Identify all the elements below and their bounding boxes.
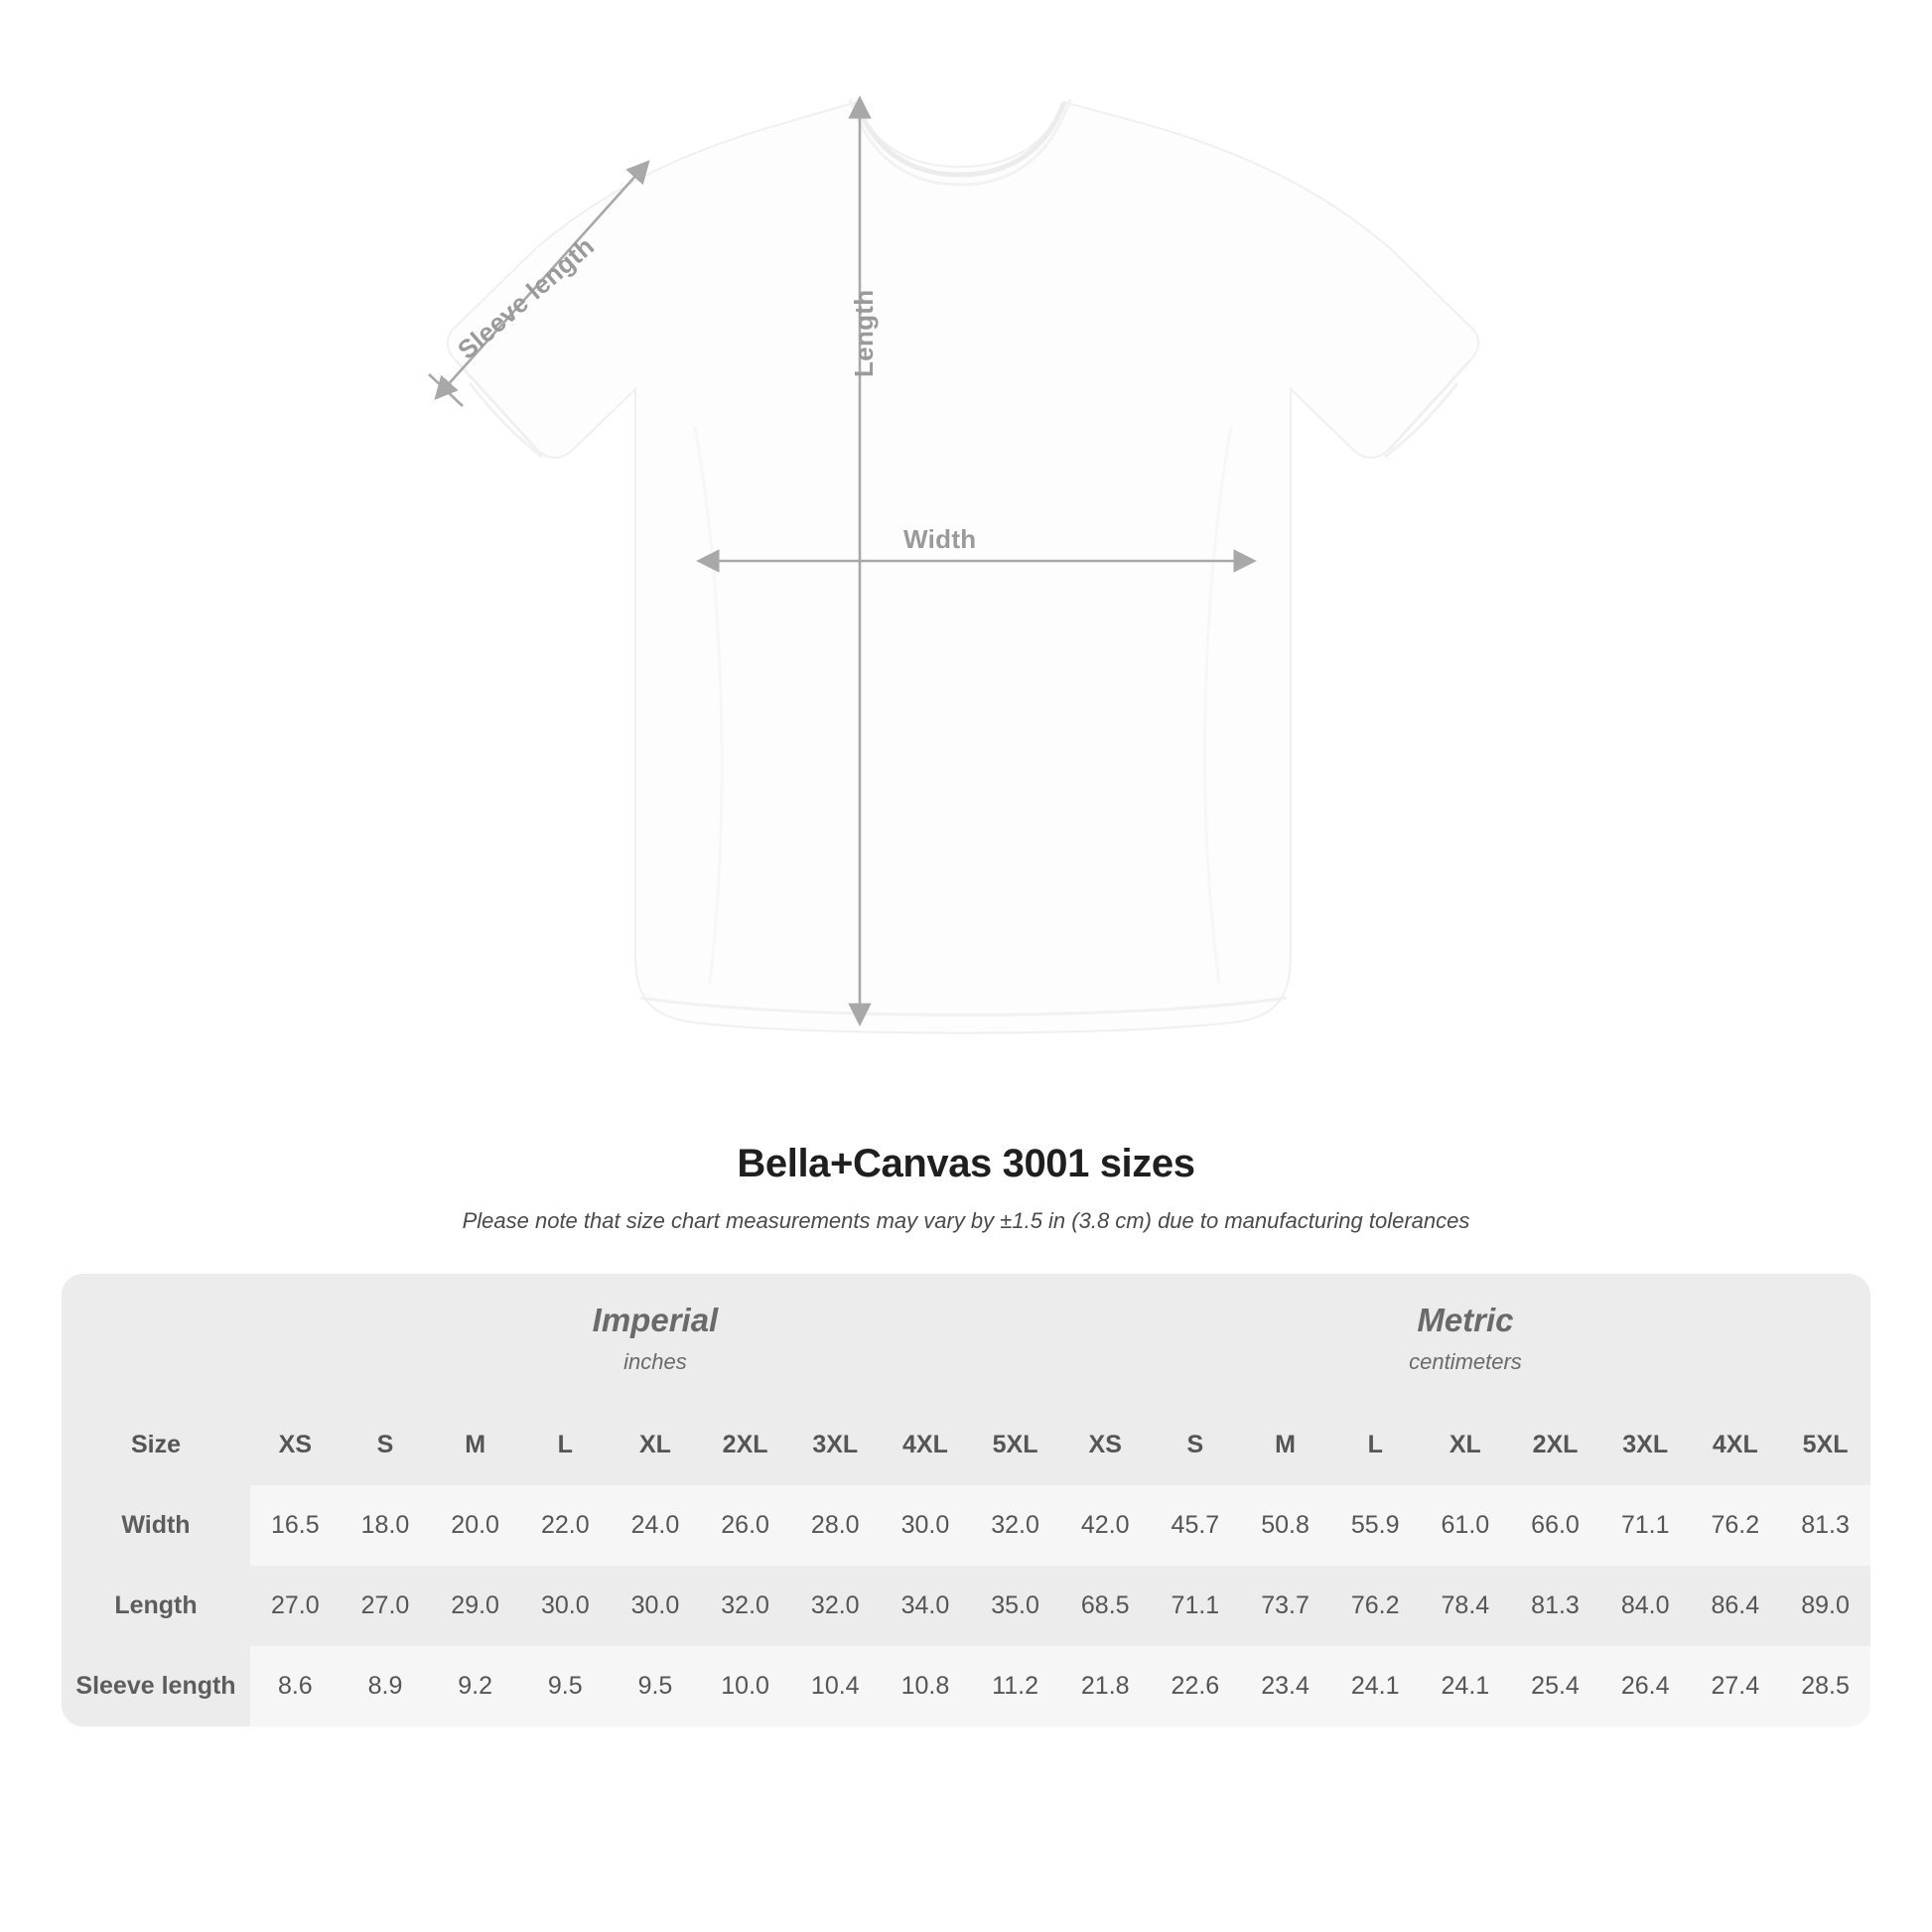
table-row <box>62 1485 1870 1566</box>
table-cell: 25.4 <box>1510 1646 1600 1726</box>
table-cell: 30.0 <box>520 1566 611 1646</box>
size-column-header: 4XL <box>1691 1405 1781 1485</box>
table-cell: 32.0 <box>700 1566 790 1646</box>
table-row <box>62 1646 1870 1726</box>
measurement-tolerance-note: Please note that size chart measurements may vary by ±1.5 in (3.8 cm) due to manufacturing tolerances <box>462 1208 1470 1233</box>
table-cell: 28.5 <box>1780 1646 1870 1726</box>
table-cell: 45.7 <box>1151 1485 1241 1566</box>
table-cell: 10.0 <box>700 1646 790 1726</box>
table-cell: 22.0 <box>520 1485 611 1566</box>
unit-header-metric <box>1060 1274 1870 1405</box>
table-cell: 76.2 <box>1330 1566 1421 1646</box>
table-cell: 42.0 <box>1060 1485 1151 1566</box>
table-cell: 8.6 <box>250 1646 341 1726</box>
size-column-header: 5XL <box>1780 1405 1870 1485</box>
table-cell: 71.1 <box>1600 1485 1691 1566</box>
table-cell: 18.0 <box>341 1485 431 1566</box>
table-cell: 34.0 <box>881 1566 971 1646</box>
size-column-header: 4XL <box>881 1405 971 1485</box>
unit-header-row <box>62 1274 1870 1405</box>
table-cell: 73.7 <box>1240 1566 1330 1646</box>
unit-header-spacer <box>62 1274 250 1405</box>
size-column-header: S <box>1151 1405 1241 1485</box>
table-cell: 10.4 <box>790 1646 881 1726</box>
table-cell: 86.4 <box>1691 1566 1781 1646</box>
row-label: Length <box>62 1566 250 1646</box>
table-cell: 27.0 <box>250 1566 341 1646</box>
table-cell: 9.5 <box>611 1646 701 1726</box>
unit-sub-metric: centimeters <box>1409 1349 1522 1374</box>
size-column-header: 3XL <box>790 1405 881 1485</box>
table-cell: 76.2 <box>1691 1485 1781 1566</box>
table-cell: 32.0 <box>790 1566 881 1646</box>
table-cell: 26.4 <box>1600 1646 1691 1726</box>
table-cell: 11.2 <box>970 1646 1060 1726</box>
table-cell: 28.0 <box>790 1485 881 1566</box>
table-cell: 89.0 <box>1780 1566 1870 1646</box>
table-row <box>62 1566 1870 1646</box>
size-column-header: L <box>520 1405 611 1485</box>
size-table-body <box>62 1485 1870 1726</box>
size-table <box>62 1274 1870 1726</box>
table-cell: 71.1 <box>1151 1566 1241 1646</box>
row-label: Sleeve length <box>62 1646 250 1726</box>
table-cell: 50.8 <box>1240 1485 1330 1566</box>
unit-name-imperial: Imperial <box>592 1302 719 1338</box>
table-cell: 20.0 <box>430 1485 520 1566</box>
table-cell: 55.9 <box>1330 1485 1421 1566</box>
table-cell: 61.0 <box>1421 1485 1511 1566</box>
size-column-header: XL <box>611 1405 701 1485</box>
table-cell: 84.0 <box>1600 1566 1691 1646</box>
table-cell: 30.0 <box>611 1566 701 1646</box>
table-cell: 66.0 <box>1510 1485 1600 1566</box>
title-block <box>0 1142 1932 1234</box>
size-column-header: 2XL <box>1510 1405 1600 1485</box>
table-cell: 21.8 <box>1060 1646 1151 1726</box>
tshirt-shape <box>448 99 1479 1034</box>
table-cell: 81.3 <box>1780 1485 1870 1566</box>
row-label: Width <box>62 1485 250 1566</box>
size-column-header: XL <box>1421 1405 1511 1485</box>
size-header-row <box>62 1405 1870 1485</box>
size-table-wrapper <box>62 1274 1870 1726</box>
size-column-header: M <box>430 1405 520 1485</box>
table-cell: 22.6 <box>1151 1646 1241 1726</box>
table-cell: 16.5 <box>250 1485 341 1566</box>
table-cell: 24.1 <box>1330 1646 1421 1726</box>
table-cell: 10.8 <box>881 1646 971 1726</box>
table-cell: 68.5 <box>1060 1566 1151 1646</box>
table-cell: 9.5 <box>520 1646 611 1726</box>
table-cell: 30.0 <box>881 1485 971 1566</box>
label-width: Width <box>903 524 977 554</box>
size-column-header: S <box>341 1405 431 1485</box>
table-cell: 26.0 <box>700 1485 790 1566</box>
unit-header-imperial <box>250 1274 1060 1405</box>
size-column-header: M <box>1240 1405 1330 1485</box>
table-cell: 29.0 <box>430 1566 520 1646</box>
table-cell: 24.1 <box>1421 1646 1511 1726</box>
table-cell: 35.0 <box>970 1566 1060 1646</box>
table-cell: 81.3 <box>1510 1566 1600 1646</box>
size-column-header: 5XL <box>970 1405 1060 1485</box>
label-length: Length <box>849 289 879 377</box>
size-column-header: L <box>1330 1405 1421 1485</box>
table-cell: 9.2 <box>430 1646 520 1726</box>
unit-sub-imperial: inches <box>623 1349 687 1374</box>
table-cell: 8.9 <box>341 1646 431 1726</box>
size-column-header: 2XL <box>700 1405 790 1485</box>
size-column-header: 3XL <box>1600 1405 1691 1485</box>
unit-name-metric: Metric <box>1417 1302 1514 1338</box>
table-cell: 32.0 <box>970 1485 1060 1566</box>
table-cell: 27.4 <box>1691 1646 1781 1726</box>
page-title: Bella+Canvas 3001 sizes <box>737 1142 1195 1185</box>
label-sleeve-length: Sleeve length <box>452 230 601 365</box>
size-column-header: XS <box>1060 1405 1151 1485</box>
table-cell: 27.0 <box>341 1566 431 1646</box>
size-column-header: XS <box>250 1405 341 1485</box>
size-row-header: Size <box>62 1405 250 1485</box>
table-cell: 78.4 <box>1421 1566 1511 1646</box>
table-cell: 23.4 <box>1240 1646 1330 1726</box>
table-cell: 24.0 <box>611 1485 701 1566</box>
